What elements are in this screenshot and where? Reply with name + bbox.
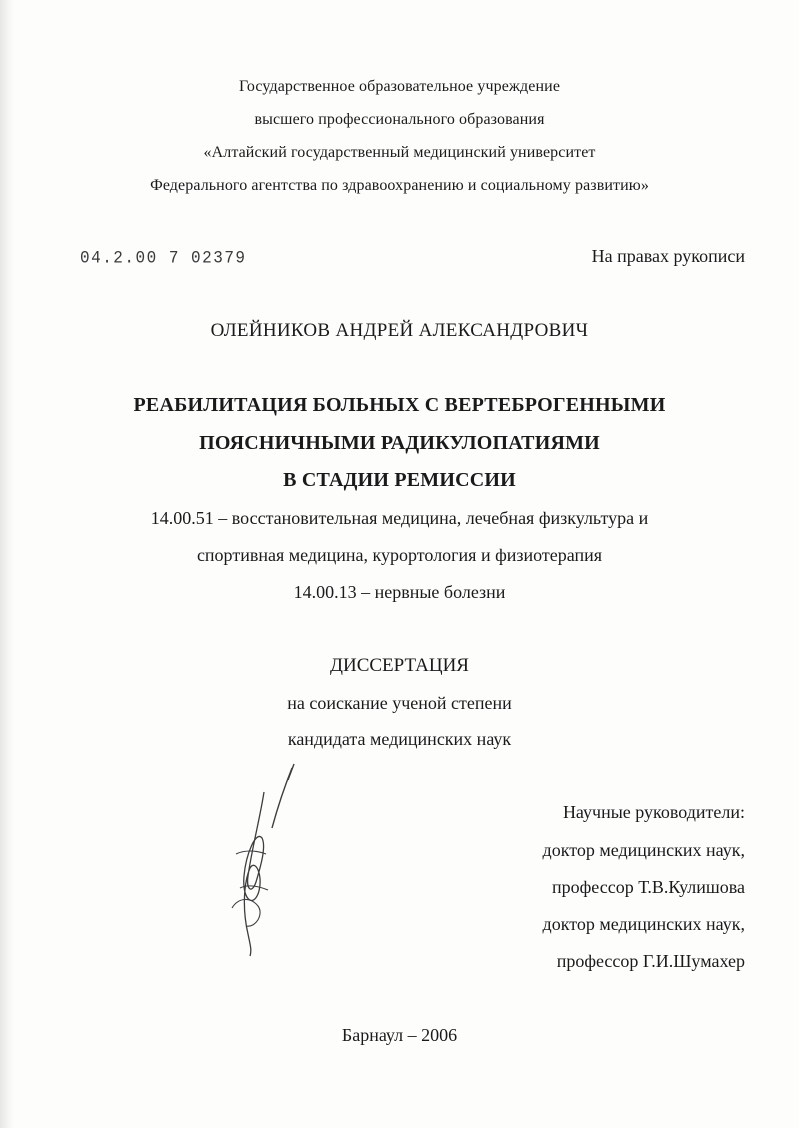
institution-line-2: высшего профессионального образования bbox=[254, 111, 545, 128]
registration-stamp-number: 04.2.00 7 02379 bbox=[80, 248, 247, 268]
handwritten-signature bbox=[222, 758, 312, 958]
dissertation-label: ДИССЕРТАЦИЯ bbox=[330, 655, 469, 676]
institution-line-1: Государственное образовательное учреждение bbox=[238, 78, 561, 95]
specialty-line-1: 14.00.51 – восстановительная медицина, лечебная физкультура и bbox=[150, 508, 649, 528]
specialty-line-3: 14.00.13 – нервные болезни bbox=[293, 582, 506, 602]
city-year: Барнаул – 2006 bbox=[341, 1025, 458, 1045]
title-line-2: ПОЯСНИЧНЫМИ РАДИКУЛОПАТИЯМИ bbox=[199, 432, 600, 454]
degree-line-1: на соискание ученой степени bbox=[287, 693, 512, 713]
institution-line-3: «Алтайский государственный медицинский университет bbox=[203, 144, 596, 161]
advisors-heading: Научные руководители: bbox=[562, 802, 745, 822]
title-line-1: РЕАБИЛИТАЦИЯ БОЛЬНЫХ С ВЕРТЕБРОГЕННЫМИ bbox=[133, 394, 666, 416]
advisor-line: доктор медицинских наук, bbox=[542, 840, 745, 860]
specialty-line-2: спортивная медицина, курортология и физиотерапия bbox=[196, 545, 603, 565]
author-name: ОЛЕЙНИКОВ АНДРЕЙ АЛЕКСАНДРОВИЧ bbox=[210, 320, 589, 341]
advisor-line: доктор медицинских наук, bbox=[542, 914, 745, 934]
advisor-line: профессор Т.В.Кулишова bbox=[552, 877, 745, 897]
degree-line-2: кандидата медицинских наук bbox=[287, 729, 512, 749]
title-line-3: В СТАДИИ РЕМИССИИ bbox=[283, 469, 516, 491]
institution-line-4: Федерального агентства по здравоохранению и социальному развитию» bbox=[150, 177, 649, 194]
rights-note: На правах рукописи bbox=[591, 246, 745, 266]
advisor-line: профессор Г.И.Шумахер bbox=[556, 951, 745, 971]
